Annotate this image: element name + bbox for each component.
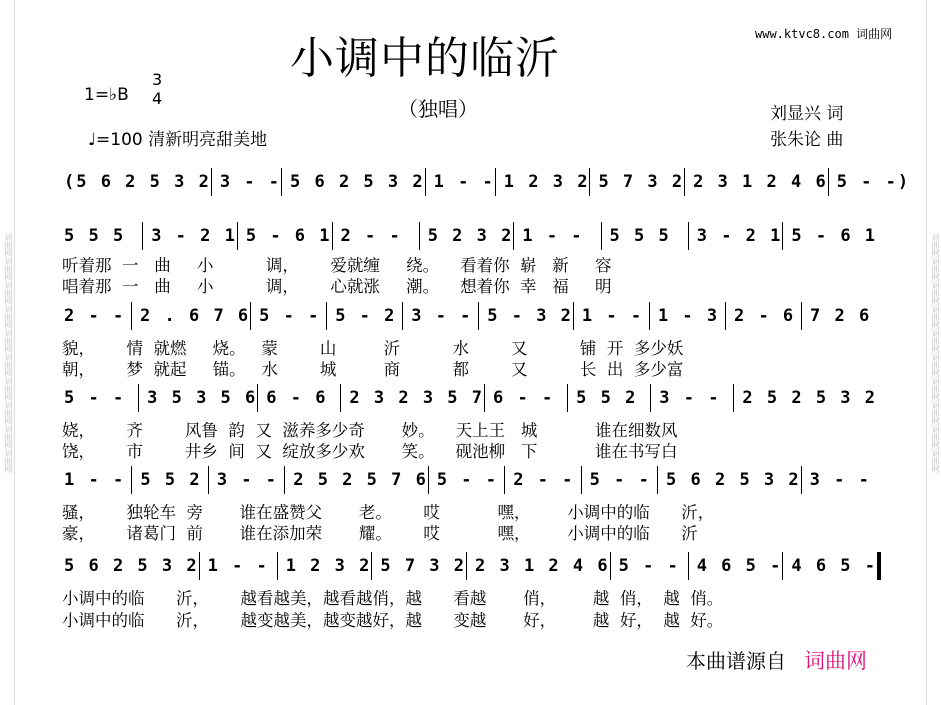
watermark-right: 词曲网词曲网词曲网词曲网词曲网词曲网词曲网词曲网词曲网词曲网 <box>926 0 941 705</box>
measure: 2 - - <box>504 466 580 494</box>
measure: 6 - - <box>484 384 567 412</box>
measure: 2 5 2 5 7 6 <box>284 466 428 494</box>
measure: 1 - - <box>573 302 649 330</box>
time-signature <box>152 70 162 108</box>
song-title: 小调中的临沂 <box>290 33 560 84</box>
lyric-line: 唱着那 一 曲 小 调， 心就涨 潮。 想着你 幸 福 明 <box>62 277 612 296</box>
measure: 1 2 3 2 <box>277 552 372 580</box>
measure: 1 - - <box>425 168 495 196</box>
measure: 5 6 2 5 3 2 <box>657 466 801 494</box>
measure: 5 5 5 <box>64 226 126 246</box>
measure: 1 - - <box>199 552 277 580</box>
footer-brand: 词曲网 <box>804 649 867 673</box>
lyric-line: 骚， 独轮车 旁 谁在盛赞父 老。 哎 嘿， 小调中的临 沂， <box>62 503 715 522</box>
notation-row <box>62 552 881 580</box>
measure: 3 - - <box>650 384 733 412</box>
measure: 5 - - <box>64 388 126 408</box>
watermark-left: 词曲网词曲网词曲网词曲网词曲网词曲网词曲网词曲网词曲网词曲网 <box>0 0 15 705</box>
song-subtitle: （独唱） <box>398 97 478 121</box>
measure: 5 - -) <box>828 168 910 196</box>
measure: 5 - 2 <box>326 302 402 330</box>
measure: 3 5 3 5 6 <box>138 384 257 412</box>
meter-top: 3 <box>152 70 163 89</box>
notation-row <box>62 302 877 330</box>
measure: 1 2 3 2 <box>495 168 590 196</box>
tempo-marking: ♩=100 清新明亮甜美地 <box>88 130 268 150</box>
source-footer <box>686 648 867 674</box>
notation-row <box>62 384 877 412</box>
measure: 5 2 3 2 <box>419 222 514 250</box>
measure: 1 - - <box>64 470 126 490</box>
measure: 5 5 2 <box>567 384 650 412</box>
measure: 5 - - <box>581 466 657 494</box>
measure: 5 7 3 2 <box>589 168 684 196</box>
measure: 2 3 1 2 4 6 <box>684 168 828 196</box>
measure: 5 - 6 1 <box>237 222 332 250</box>
measure: 5 6 2 5 3 2 <box>64 556 199 576</box>
meter-bottom: 4 <box>152 89 163 108</box>
measure: 5 - - <box>250 302 326 330</box>
notation-row <box>62 466 877 494</box>
measure: 2 3 2 3 5 7 <box>340 384 484 412</box>
measure: 5 - 6 1 <box>782 222 877 250</box>
measure: 3 - - <box>211 168 281 196</box>
composer: 张朱论 曲 <box>770 130 844 150</box>
key-signature: 1=♭B <box>84 85 129 105</box>
notation-row <box>62 222 877 250</box>
lyric-line: 小调中的临 沂， 越变越美，越变越好，越 变越 好， 越 好， 越 好。 <box>62 611 724 630</box>
measure: 3 - - <box>402 302 478 330</box>
measure: (5 6 2 5 3 2 <box>64 172 211 192</box>
footer-text: 本曲谱源自 <box>686 649 786 673</box>
measure: 5 - - <box>428 466 504 494</box>
measure: 5 7 3 2 <box>371 552 466 580</box>
lyric-line: 娆， 齐 风鲁 韵 又 滋养多少奇 妙。 天上王 城 谁在细数风 <box>62 421 678 440</box>
measure: 5 6 2 5 3 2 <box>281 168 425 196</box>
measure: 1 - - <box>513 222 600 250</box>
site-url: www.ktvc8.com 词曲网 <box>755 27 893 41</box>
lyric-line: 豪， 诸葛门 前 谁在添加荣 耀。 哎 嘿， 小调中的临 沂 <box>62 524 698 543</box>
lyric-line: 听着那 一 曲 小 调， 爱就缠 绕。 看着你 崭 新 容 <box>62 256 612 275</box>
measure: 5 - - <box>610 552 688 580</box>
measure: 1 - 3 <box>649 302 725 330</box>
measure: 5 5 2 <box>131 466 207 494</box>
measure: 2 - 6 <box>725 302 801 330</box>
measure: 3 - 2 1 <box>142 222 237 250</box>
measure: 5 5 5 <box>601 222 688 250</box>
measure: 6 - 6 <box>257 384 340 412</box>
measure: 2 3 1 2 4 6 <box>466 552 610 580</box>
lyric-line: 小调中的临 沂， 越看越美，越看越俏，越 看越 俏， 越 俏， 越 俏。 <box>62 589 724 608</box>
lyric-line: 朝， 梦 就起 锚。 水 城 商 都 又 长 出 多少富 <box>62 360 684 379</box>
measure: 3 - - <box>208 466 284 494</box>
notation-row <box>62 168 911 196</box>
measure: 7 2 6 <box>801 302 877 330</box>
lyric-line: 饶， 市 井乡 间 又 绽放多少欢 笑。 砚池柳 下 谁在书写白 <box>62 442 678 461</box>
measure: 4 6 5 - <box>688 552 783 580</box>
measure: 2 - - <box>64 306 126 326</box>
lyricist: 刘显兴 词 <box>770 104 844 124</box>
measure: 5 - 3 2 <box>478 302 573 330</box>
measure: 4 6 5 - <box>782 552 877 580</box>
measure: 2 5 2 5 3 2 <box>733 384 877 412</box>
lyric-line: 貌， 情 就燃 烧。 蒙 山 沂 水 又 铺 开 多少妖 <box>62 339 684 358</box>
measure: 3 - - <box>801 466 877 494</box>
measure: 2 - - <box>332 222 419 250</box>
measure: 3 - 2 1 <box>688 222 783 250</box>
measure: 2 . 6 7 6 <box>131 302 250 330</box>
